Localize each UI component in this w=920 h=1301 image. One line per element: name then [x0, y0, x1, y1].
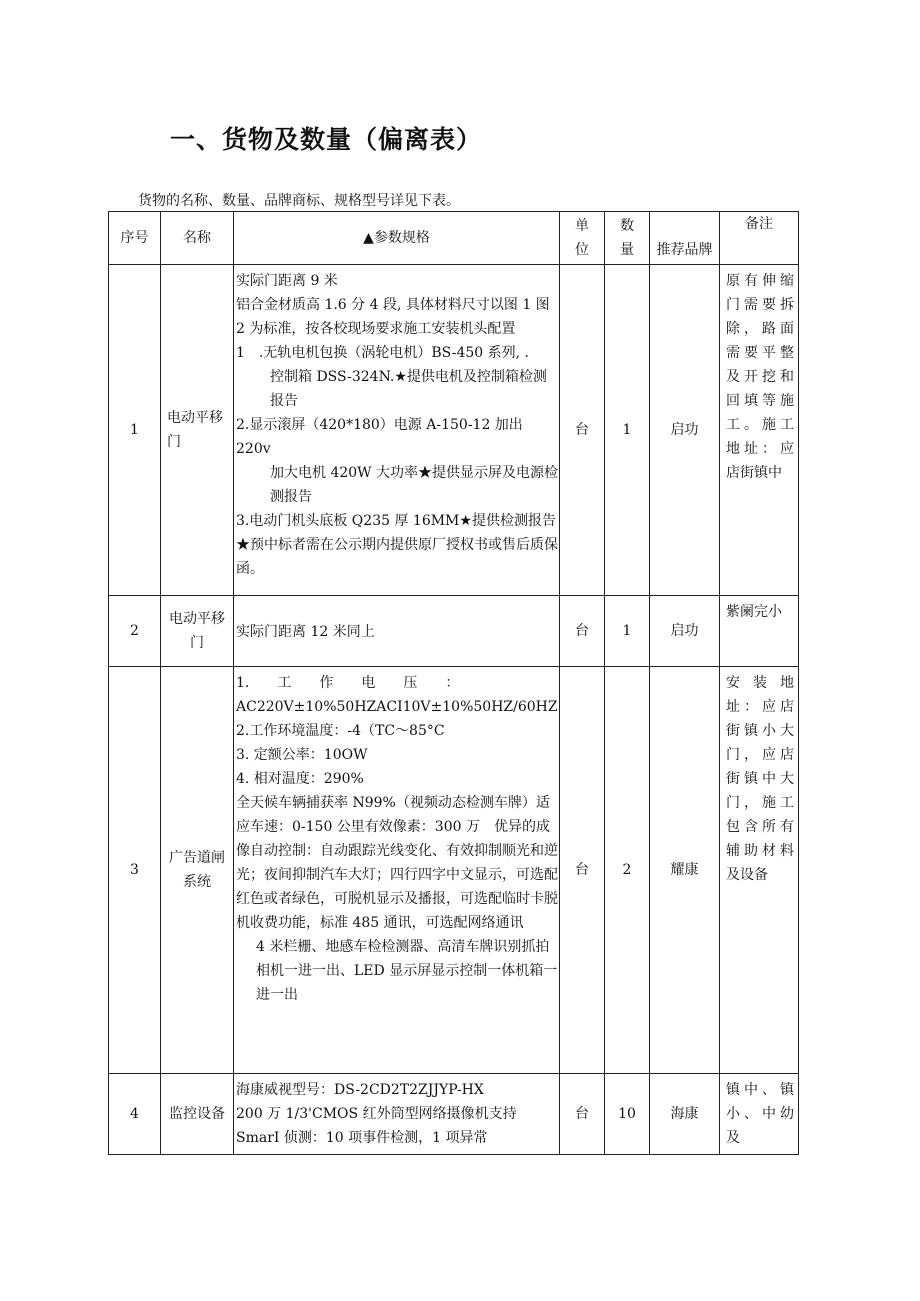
row-name: 电动平移门	[161, 596, 234, 667]
header-qty-line1: 数	[620, 218, 634, 234]
spec-line: AC220V±10%50HZACI10V±10%50HZ/60HZ	[236, 699, 558, 715]
spec-line: 4. 相对温度：290%	[236, 771, 364, 787]
spec-line: 加大电机 420W 大功率★提供显示屏及电源检测报告	[270, 465, 559, 505]
spec-line: ★预中标者需在公示期内提供原厂授权书或售后质保函。	[236, 537, 558, 577]
row-brand: 海康	[650, 1074, 720, 1155]
row-unit: 台	[560, 1074, 605, 1155]
row-remark: 安装地址：应店街镇小大门，应店街镇中大门，施工包含所有辅助材料及设备	[720, 667, 799, 1074]
row-no: 2	[109, 596, 161, 667]
spec-line: 控制箱 DSS-324N.★提供电机及控制箱检测报告	[270, 369, 547, 409]
header-qty-line2: 量	[620, 242, 634, 258]
row-qty: 1	[605, 596, 650, 667]
spec-line: 1. 工 作 电 压 ：	[236, 675, 460, 691]
row-spec	[234, 265, 560, 596]
spec-line: 全天候车辆捕获率 N99%（视频动态检测车牌）适应车速：0-150 公里有效像素：300 万 优异的成像自动控制：自动跟踪光线变化、有效抑制顺光和逆光；夜间抑制汽车大灯；四行四字中文显示，可选配红色或者绿色，可脱机显示及播报，可选配临时卡脱机收费功能，标准 485 通讯，可选配网络通讯	[236, 795, 558, 931]
table-row	[109, 265, 799, 596]
intro-text: 货物的名称、数量、品牌商标、规格型号详见下表。	[138, 193, 460, 209]
row-spec	[234, 1074, 560, 1155]
spec-line: 实际门距离 12 米同上	[236, 624, 375, 640]
row-brand: 耀康	[650, 667, 720, 1074]
spec-line: SmarI 侦测：10 项事件检测，1 项异常	[236, 1130, 488, 1146]
header-no: 序号	[109, 212, 161, 265]
spec-line: 海康威视型号：DS-2CD2T2ZJJYP-HX	[236, 1082, 484, 1098]
row-spec	[234, 596, 560, 667]
header-name: 名称	[161, 212, 234, 265]
table-row	[109, 596, 799, 667]
spec-line: 3. 定额公率：10OW	[236, 747, 368, 763]
row-remark: 原有伸缩门需要拆除，路面需要平整及开挖和回填等施工。施工地址：应店街镇中	[720, 265, 799, 596]
row-name: 监控设备	[161, 1074, 234, 1155]
header-unit-line1: 单	[575, 218, 589, 234]
header-qty	[605, 212, 650, 265]
row-name: 广告道闸系统	[161, 667, 234, 1074]
spec-line: 2.显示滚屏（420*180）电源 A-150-12 加出 220v	[236, 417, 523, 457]
header-unit-line2: 位	[575, 242, 589, 258]
spec-line: 2.工作环境温度：-4（TC～85°C	[236, 723, 445, 739]
header-unit	[560, 212, 605, 265]
row-no: 1	[109, 265, 161, 596]
spec-line: 1 .无轨电机包换（涡轮电机）BS-450 系列, .	[236, 345, 530, 361]
row-spec	[234, 667, 560, 1074]
row-unit: 台	[560, 596, 605, 667]
table-row	[109, 667, 799, 1074]
goods-table	[108, 211, 799, 1155]
spec-line: 200 万 1/3'CMOS 红外筒型网络摄像机支持	[236, 1106, 517, 1122]
row-brand: 启功	[650, 265, 720, 596]
row-unit: 台	[560, 265, 605, 596]
row-qty: 10	[605, 1074, 650, 1155]
row-name: 电动平移门	[161, 265, 234, 596]
row-no: 3	[109, 667, 161, 1074]
row-qty: 2	[605, 667, 650, 1074]
spec-line: 实际门距离 9 米	[236, 273, 338, 289]
spec-line: 铝合金材质高 1.6 分 4 段, 具体材料尺寸以图 1 图 2 为标准，按各校现场要求施工安装机头配置	[236, 297, 550, 337]
row-remark: 紫阑完小	[720, 596, 799, 667]
section-title: 一、货物及数量（偏离表）	[170, 125, 483, 154]
row-unit: 台	[560, 667, 605, 1074]
row-qty: 1	[605, 265, 650, 596]
table-row	[109, 1074, 799, 1155]
spec-line: 4 米栏栅、地感车检检测器、高清车牌识别抓拍相机一进一出、LED 显示屏显示控制一体机箱一进一出	[256, 939, 558, 1003]
row-brand: 启功	[650, 596, 720, 667]
row-no: 4	[109, 1074, 161, 1155]
spec-line: 3.电动门机头底板 Q235 厚 16MM★提供检测报告	[236, 513, 556, 529]
table-header-row	[109, 212, 799, 265]
row-remark: 镇中、镇小、中幼及	[720, 1074, 799, 1155]
header-spec: ▲参数规格	[234, 212, 560, 265]
header-remark: 备注	[720, 212, 799, 265]
header-brand: 推荐品牌	[650, 212, 720, 265]
